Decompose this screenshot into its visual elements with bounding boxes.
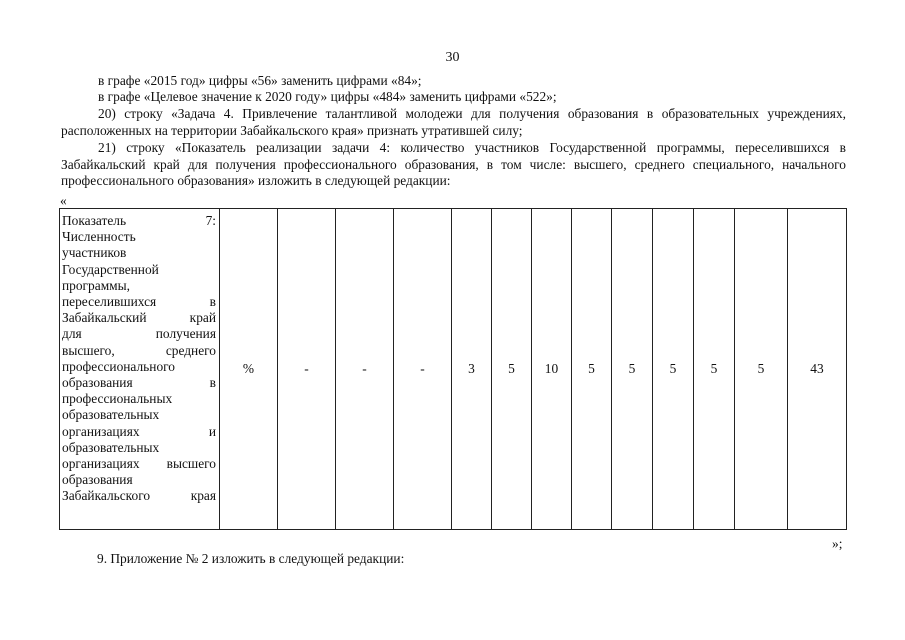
indicator-line: профессионального <box>62 358 175 374</box>
indicator-line: организациях высшего <box>62 456 216 472</box>
indicator-line: программы, <box>62 277 130 293</box>
indicator-line: Забайкальский край <box>62 310 216 326</box>
paragraph-2015: в графе «2015 год» цифры «56» заменить цифрами «84»; <box>98 73 422 88</box>
indicator-line: переселившихся в <box>62 294 216 310</box>
open-quote: « <box>60 193 67 208</box>
value-cell: 5 <box>735 209 788 530</box>
page-number: 30 <box>445 50 460 65</box>
indicator-line: Показатель 7: <box>62 213 216 228</box>
indicator-line: профессиональных <box>62 391 173 407</box>
indicator-line: для получения <box>62 326 216 342</box>
indicator-line: Численность <box>62 229 136 245</box>
close-quote: »; <box>832 536 843 551</box>
indicator-line: образования <box>62 472 133 488</box>
value-cell: - <box>336 209 394 530</box>
value-cell: - <box>278 209 336 530</box>
indicator-line: образовательных <box>62 439 160 455</box>
indicator-table <box>59 208 847 530</box>
value-cell: - <box>394 209 452 530</box>
value-cell: 3 <box>452 209 492 530</box>
indicator-line: организациях и <box>62 423 216 439</box>
value-cell: 5 <box>612 209 653 530</box>
indicator-line: образовательных <box>62 407 160 423</box>
value-cell: 5 <box>694 209 735 530</box>
indicator-name-cell <box>60 209 220 530</box>
value-cell: 5 <box>653 209 694 530</box>
paragraph-item-20: 20) строку «Задача 4. Привлечение талантливой молодежи для получения образования в образовательных учреждениях, расположенных на территории Забайкальского края» признать утратившей силу; <box>61 106 846 138</box>
indicator-line: образования в <box>62 375 216 391</box>
total-value-cell: 43 <box>788 209 847 530</box>
indicator-line: высшего, среднего <box>62 342 216 358</box>
paragraph-target-2020: в графе «Целевое значение к 2020 году» цифры «484» заменить цифрами «522»; <box>98 89 557 104</box>
value-cell: 5 <box>492 209 532 530</box>
indicator-line: участников <box>62 245 127 261</box>
unit-cell: % <box>220 209 278 530</box>
value-cell: 5 <box>572 209 612 530</box>
indicator-line: Забайкальского края <box>62 488 216 504</box>
indicator-line: Государственной <box>62 261 159 277</box>
paragraph-item-9: 9. Приложение № 2 изложить в следующей редакции: <box>97 551 405 566</box>
paragraph-item-21: 21) строку «Показатель реализации задачи 4: количество участников Государственной программы, переселившихся в Забайкальский край для получения профессионального образования, в том числе: высшего, среднего специального, начального профессионального образования» изложить в следующей редакции: <box>61 140 846 188</box>
value-cell: 10 <box>532 209 572 530</box>
table-row <box>60 209 847 530</box>
